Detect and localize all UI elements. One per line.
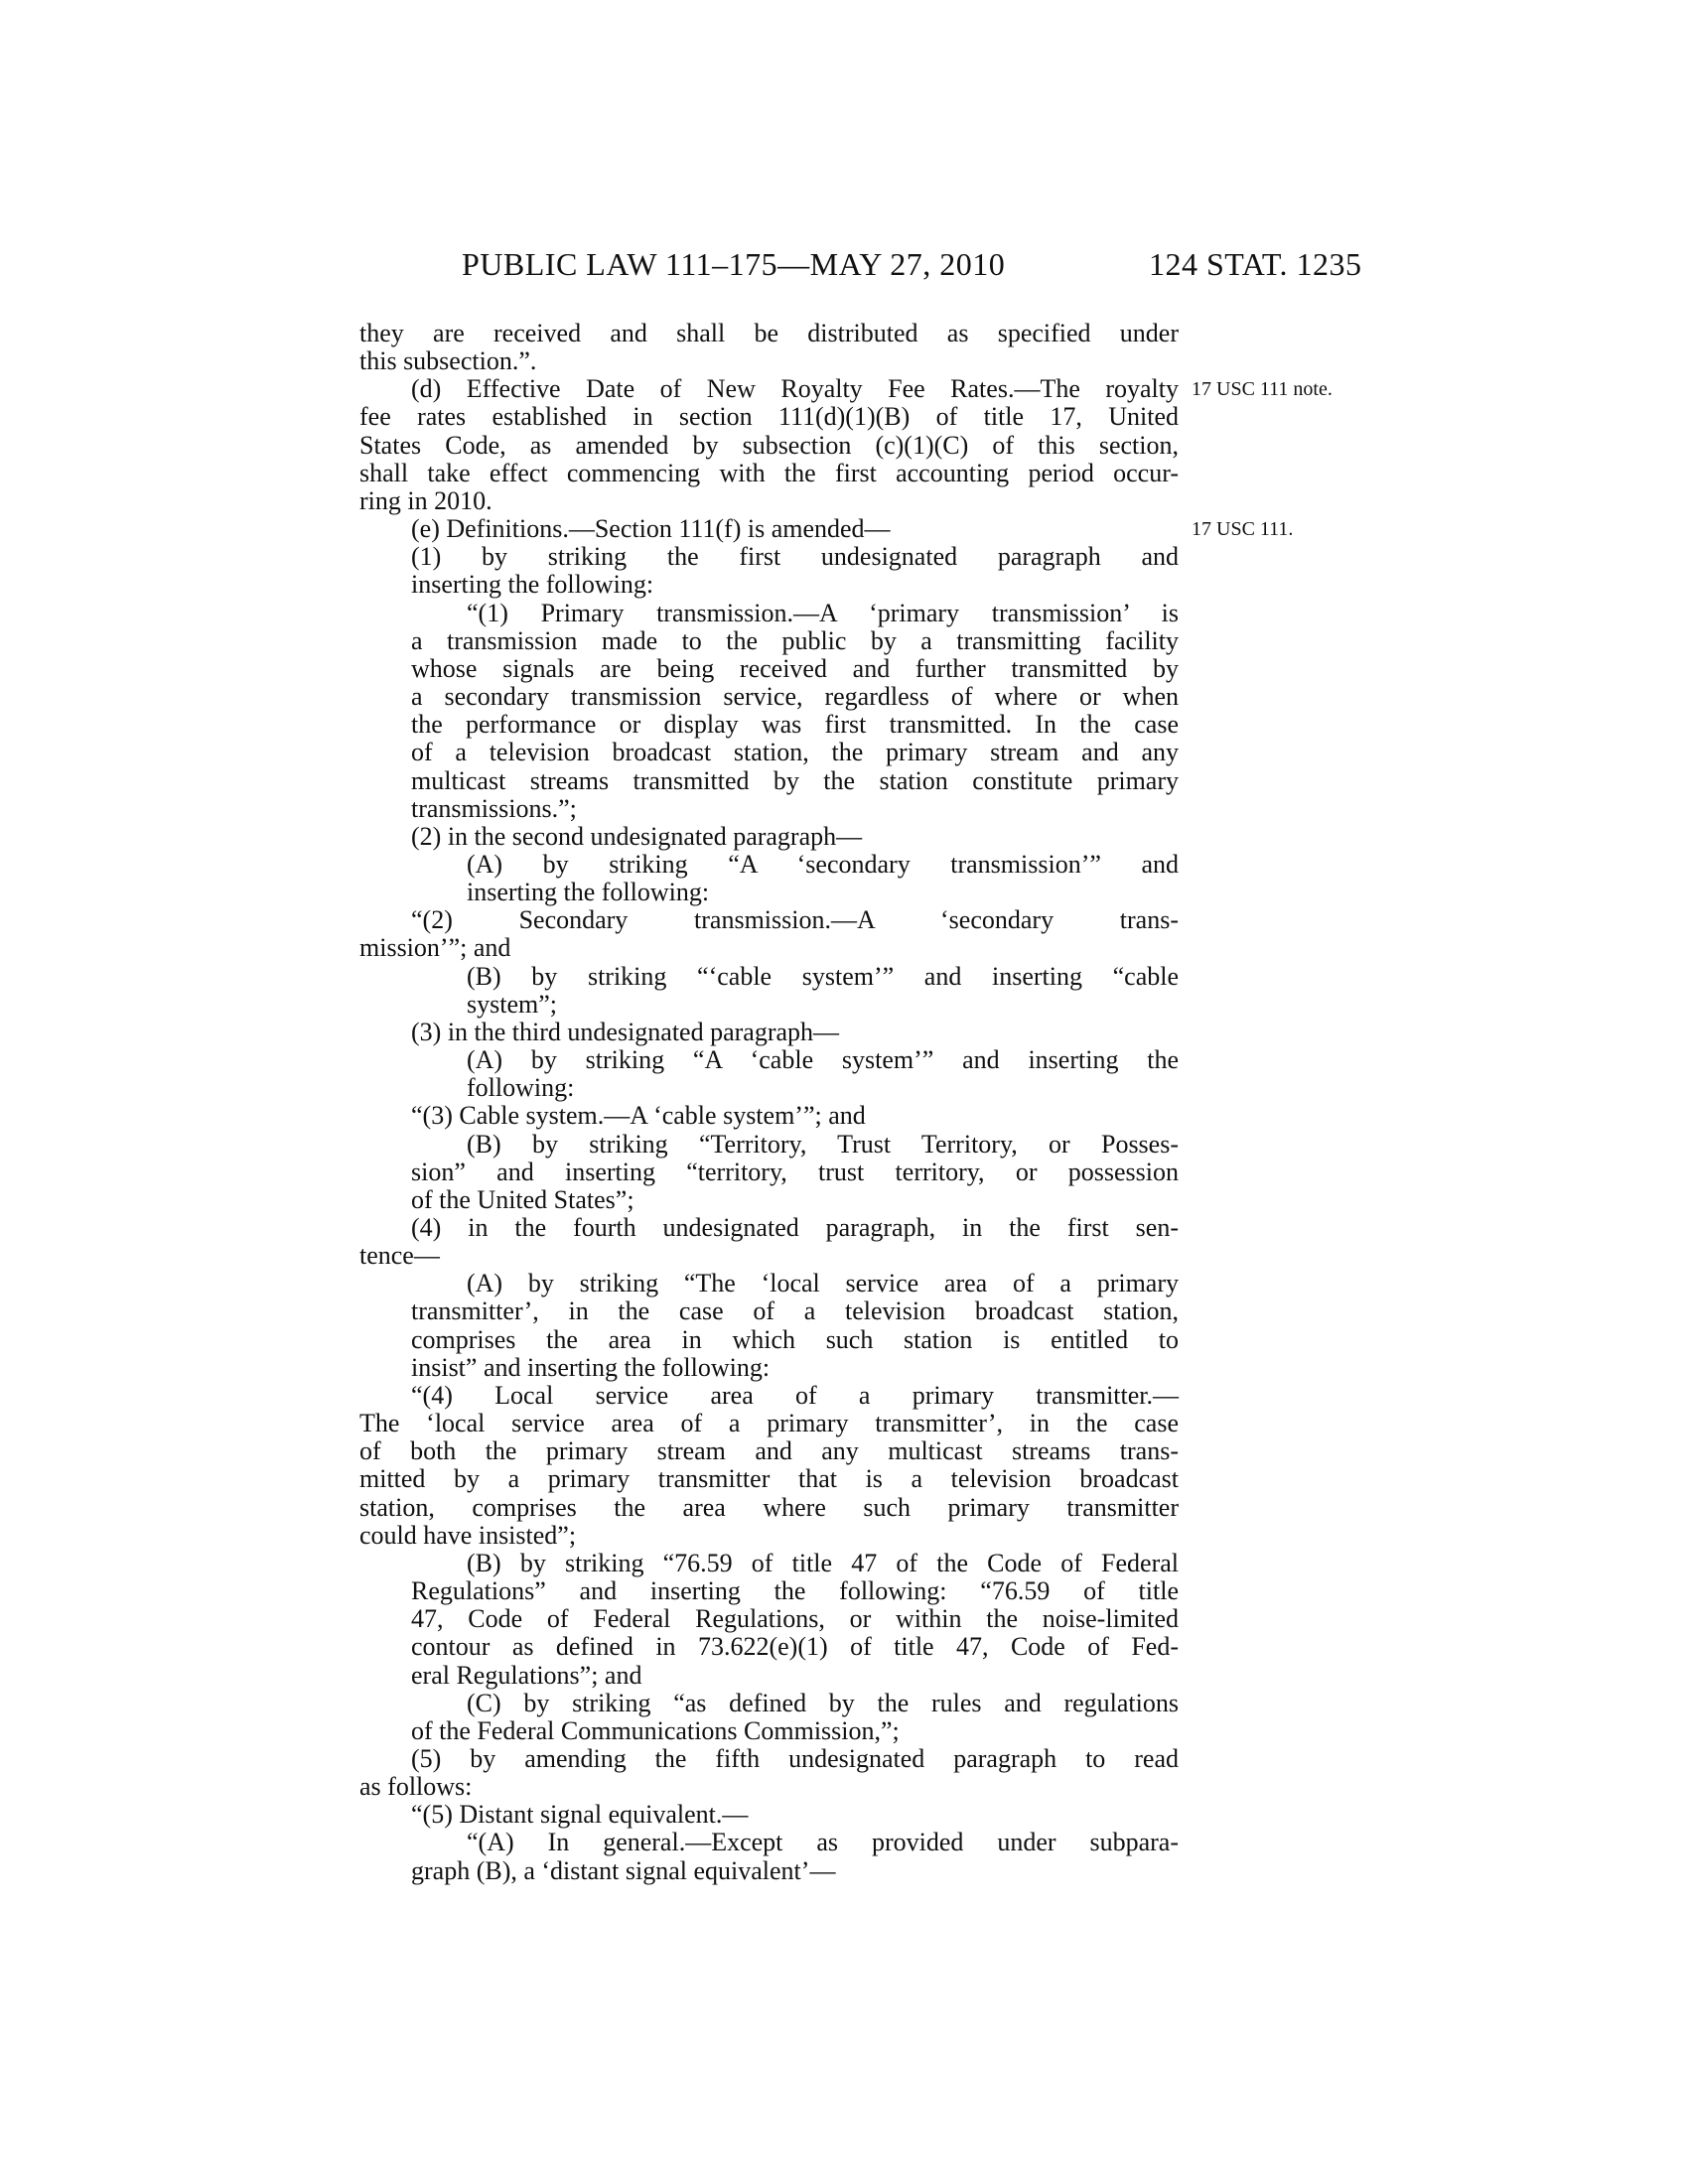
section-d-heading-line: (d) Effective Date of New Royalty Fee Rates.—The royalty	[411, 374, 1179, 404]
text-line: system”;	[467, 989, 557, 1019]
text-line: inserting the following:	[467, 878, 710, 907]
text-line: (B) by striking “Territory, Trust Territory, or Posses-	[467, 1129, 1179, 1159]
text-line: transmitter’, in the case of a television broadcast station,	[411, 1297, 1179, 1326]
text-line: of both the primary stream and any multicast streams trans-	[359, 1436, 1179, 1466]
text-line: they are received and shall be distributed as specified under	[359, 319, 1179, 347]
text-line: (B) by striking “76.59 of title 47 of the Code of Federal	[467, 1548, 1179, 1577]
text-line: “(3) Cable system.—A ‘cable system’”; and	[411, 1101, 866, 1131]
text-line: station, comprises the area where such primary transmitter	[359, 1492, 1179, 1522]
text-line: “(A) In general.—Except as provided under subpara-	[467, 1828, 1179, 1857]
text-line: this subsection.”.	[359, 346, 537, 376]
text-line: tence—	[359, 1241, 440, 1271]
text-line: “(2) Secondary transmission.—A ‘secondary trans-	[411, 905, 1179, 935]
text-line: graph (B), a ‘distant signal equivalent’—	[411, 1855, 836, 1885]
text-line: (B) by striking “‘cable system’” and inserting “cable	[467, 961, 1179, 991]
text-line: “(1) Primary transmission.—A ‘primary transmission’ is	[467, 598, 1179, 627]
text-line: whose signals are being received and further transmitted by	[411, 653, 1179, 683]
document-body	[359, 320, 1179, 1885]
text-line: mission’”; and	[359, 933, 511, 963]
running-header-page-ref: 124 STAT. 1235	[1149, 246, 1362, 282]
running-header-title: PUBLIC LAW 111–175—MAY 27, 2010	[462, 246, 1006, 282]
text-line: (1) by striking the first undesignated paragraph and	[411, 542, 1179, 572]
text-line: “(4) Local service area of a primary transmitter.—	[411, 1380, 1179, 1410]
text-line: “(5) Distant signal equivalent.—	[411, 1800, 749, 1830]
text-line: of a television broadcast station, the primary stream and any	[411, 738, 1179, 767]
text-line: 47, Code of Federal Regulations, or within the noise-limited	[411, 1604, 1179, 1634]
text-line: could have insisted”;	[359, 1520, 577, 1550]
text-line: as follows:	[359, 1772, 473, 1802]
section-e-heading-line: (e) Definitions.—Section 111(f) is amended—	[411, 514, 891, 544]
text-line: a secondary transmission service, regardless of where or when	[411, 682, 1179, 712]
margin-note-section-e: 17 USC 111.	[1192, 518, 1294, 540]
text-line: ring in 2010.	[359, 485, 492, 515]
text-line: eral Regulations”; and	[411, 1660, 642, 1690]
text-line: following:	[467, 1073, 575, 1103]
text-line: the performance or display was first transmitted. In the case	[411, 710, 1179, 740]
text-line: transmissions.”;	[411, 793, 577, 823]
text-line: comprises the area in which such station is entitled to	[411, 1324, 1179, 1354]
text-line: inserting the following:	[411, 570, 654, 600]
text-line: fee rates established in section 111(d)(1)(B) of title 17, United	[359, 402, 1179, 432]
text-line: of the Federal Communications Commission,”;	[411, 1715, 900, 1745]
text-line: (A) by striking “A ‘cable system’” and inserting the	[467, 1045, 1179, 1075]
text-line: (A) by striking “The ‘local service area of a primary	[467, 1269, 1179, 1298]
margin-note-section-d: 17 USC 111 note.	[1192, 378, 1333, 400]
text-line: (C) by striking “as defined by the rules and regulations	[467, 1688, 1179, 1717]
text-line: (3) in the third undesignated paragraph—	[411, 1017, 840, 1046]
text-line: multicast streams transmitted by the station constitute primary	[411, 765, 1179, 795]
text-line: (5) by amending the fifth undesignated paragraph to read	[411, 1743, 1179, 1773]
text-line: of the United States”;	[411, 1184, 634, 1214]
text-line: The ‘local service area of a primary transmitter’, in the case	[359, 1409, 1179, 1438]
text-line: a transmission made to the public by a transmitting facility	[411, 625, 1179, 655]
text-line: States Code, as amended by subsection (c)(1)(C) of this section,	[359, 430, 1179, 460]
text-line: (4) in the fourth undesignated paragraph, in the first sen-	[411, 1213, 1179, 1242]
text-line: Regulations” and inserting the following: “76.59 of title	[411, 1576, 1179, 1606]
text-line: shall take effect commencing with the first accounting period occur-	[359, 458, 1179, 487]
text-line: insist” and inserting the following:	[411, 1352, 771, 1382]
text-line: (2) in the second undesignated paragraph—	[411, 821, 863, 851]
text-line: (A) by striking “A ‘secondary transmission’” and	[467, 849, 1179, 879]
text-line: sion” and inserting “territory, trust territory, or possession	[411, 1157, 1179, 1186]
text-line: contour as defined in 73.622(e)(1) of title 47, Code of Fed-	[411, 1632, 1179, 1662]
text-line: mitted by a primary transmitter that is a television broadcast	[359, 1464, 1179, 1494]
